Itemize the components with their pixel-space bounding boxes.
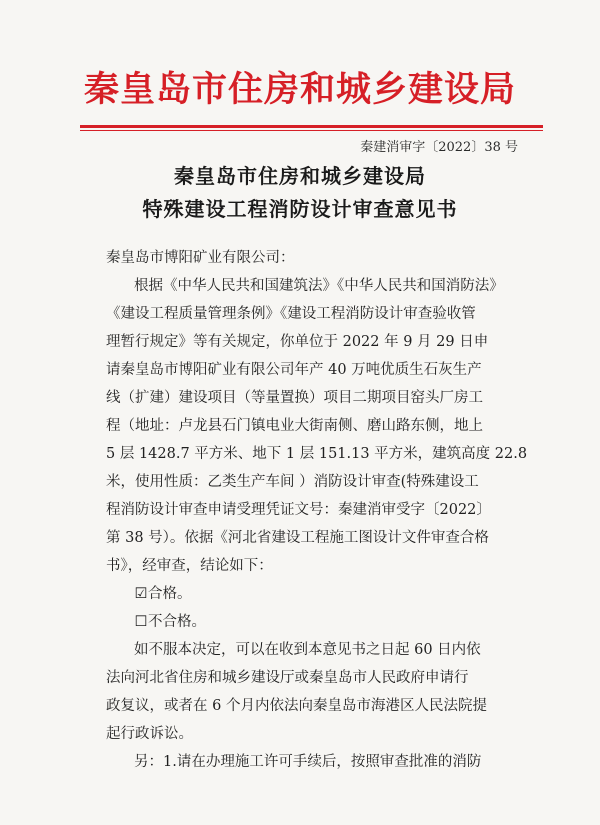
- header-rule-thin: [80, 130, 543, 131]
- document-title-line-1: 秦皇岛市住房和城乡建设局: [174, 164, 426, 188]
- addressee: 秦皇岛市博阳矿业有限公司：: [106, 250, 295, 266]
- organization-header: 秦皇岛市住房和城乡建设局: [83, 70, 516, 110]
- body-line: 线（扩建）建设项目（等量置换）项目二期项目窑头厂房工: [106, 390, 483, 406]
- option-fail: [106, 608, 526, 636]
- body-line: 米，使用性质：乙类生产车间 ）消防设计审查(特殊建设工: [106, 474, 479, 490]
- option-pass-label: 合格。: [148, 586, 192, 602]
- option-fail-label: 不合格。: [148, 614, 206, 630]
- document-number: 秦建消审字〔2022〕38 号: [360, 140, 518, 155]
- body-line: 理暂行规定》等有关规定，你单位于 2022 年 9 月 29 日申: [106, 334, 489, 350]
- body-line: 《建设工程质量管理条例》《建设工程消防设计审查验收管: [106, 306, 476, 322]
- body-line: 请秦皇岛市博阳矿业有限公司年产 40 万吨优质生石灰生产: [106, 362, 482, 378]
- body-line: 法向河北省住房和城乡建设厅或秦皇岛市人民政府申请行: [106, 670, 469, 686]
- body-line: 书》，经审查，结论如下：: [106, 558, 273, 574]
- option-pass: [106, 580, 526, 608]
- body-line: 程（地址：卢龙县石门镇电业大街南侧、磨山路东侧，地上: [106, 418, 483, 434]
- header-rule-thick: [80, 125, 543, 128]
- body-line: 另：1.请在办理施工许可手续后，按照审查批准的消防: [134, 754, 482, 770]
- body-line: 政复议，或者在 6 个月内依法向秦皇岛市海港区人民法院提: [106, 698, 487, 714]
- document-title-line-2: 特殊建设工程消防设计审查意见书: [142, 197, 458, 221]
- checked-checkbox-icon: ☑: [134, 586, 148, 602]
- body-line: 5 层 1428.7 平方米、地下 1 层 151.13 平方米，建筑高度 22.8: [106, 446, 528, 462]
- unchecked-checkbox-icon: ☐: [134, 614, 148, 630]
- body-line: 第 38 号）。依据《河北省建设工程施工图设计文件审查合格: [106, 530, 489, 546]
- body-line: 如不服本决定，可以在收到本意见书之日起 60 日内依: [134, 642, 481, 658]
- document-body: [106, 244, 526, 776]
- body-line: 根据《中华人民共和国建筑法》《中华人民共和国消防法》: [134, 278, 504, 294]
- body-line: 程消防设计审查申请受理凭证文号：秦建消审受字〔2022〕: [106, 502, 491, 518]
- body-line: 起行政诉讼。: [106, 726, 193, 742]
